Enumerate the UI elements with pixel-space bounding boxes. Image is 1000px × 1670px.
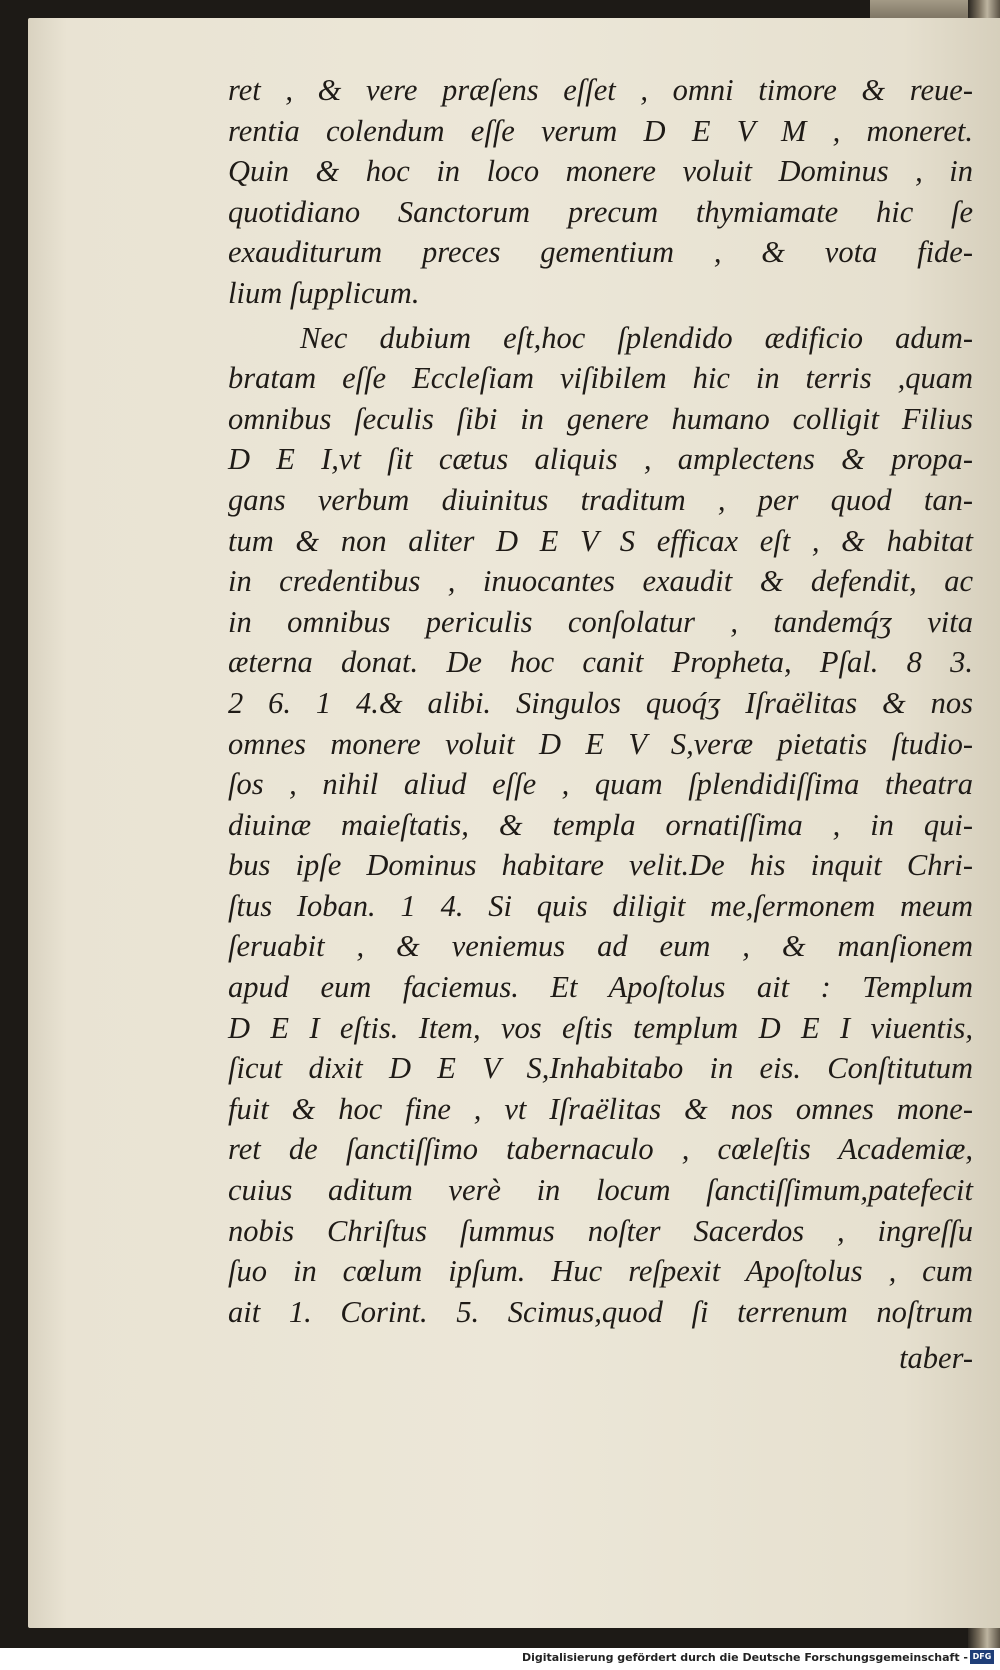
text-line: Nec dubium eſt,hoc ſplendido ædificio adum-: [300, 320, 973, 355]
paragraph-1: [228, 70, 973, 314]
text-line: fuit & hoc fine , vt Iſraëlitas & nos omnes mone-: [228, 1091, 973, 1126]
text-line: ret de ſanctiſſimo tabernaculo , cœleſtis Academiæ,: [228, 1132, 973, 1167]
digitization-credit: Digitalisierung gefördert durch die Deutsche Forschungsgemeinschaft -: [521, 1651, 968, 1664]
text-line: cuius aditum verè in locum ſanctiſſimum,patefecit: [228, 1173, 973, 1208]
text-line: exauditurum preces gementium , & vota fide-: [228, 235, 973, 270]
text-line: gans verbum diuinitus traditum , per quod tan-: [228, 482, 973, 517]
text-line: ſicut dixit D E V S,Inhabitabo in eis. Conſtitutum: [228, 1051, 973, 1086]
text-line: apud eum faciemus. Et Apoſtolus ait : Templum: [228, 970, 973, 1005]
text-line: rentia colendum eſſe verum D E V M , moneret.: [228, 113, 973, 148]
text-line: æterna donat. De hoc canit Propheta, Pſal. 8 3.: [228, 645, 973, 680]
text-line: in omnibus periculis conſolatur , tandemq́ʒ vita: [228, 604, 973, 639]
text-line: ait 1. Corint. 5. Scimus,quod ſi terrenum noſtrum: [228, 1294, 973, 1329]
text-line: omnes monere voluit D E V S,veræ pietatis ſtudio-: [228, 726, 973, 761]
text-line: D E I eſtis. Item, vos eſtis templum D E I viuentis,: [228, 1010, 973, 1045]
text-line: ſtus Ioban. 1 4. Si quis diligit me,ſermonem meum: [228, 888, 973, 923]
catchword: taber-: [899, 1341, 973, 1376]
text-line: ſeruabit , & veniemus ad eum , & manſionem: [228, 929, 973, 964]
text-line: bratam eſſe Eccleſiam viſibilem hic in terris ,quam: [228, 361, 973, 396]
text-line: ret , & vere præſens eſſet , omni timore & reue-: [228, 73, 973, 107]
dfg-logo: DFG: [970, 1650, 994, 1664]
text-line: ſuo in cœlum ipſum. Huc reſpexit Apoſtolus , cum: [228, 1254, 973, 1289]
paragraph-2: [228, 318, 973, 1333]
text-line: 2 6. 1 4.& alibi. Singulos quoq́ʒ Iſraëlitas & nos: [228, 685, 973, 720]
page-text: [228, 70, 973, 1379]
text-line: omnibus ſeculis ſibi in genere humano colligit Filius: [228, 401, 973, 436]
text-line: tum & non aliter D E V S efficax eſt , & habitat: [228, 523, 973, 558]
text-line: diuinæ maieſtatis, & templa ornatiſſima , in qui-: [228, 807, 973, 842]
text-line: Quin & hoc in loco monere voluit Dominus , in: [228, 154, 973, 189]
text-line: quotidiano Sanctorum precum thymiamate hic ſe: [228, 194, 973, 229]
text-line: D E I,vt ſit cætus aliquis , amplectens & propa-: [228, 442, 973, 477]
text-line: in credentibus , inuocantes exaudit & defendit, ac: [228, 564, 973, 599]
text-line: lium ſupplicum.: [228, 275, 420, 310]
text-line: ſos , nihil aliud eſſe , quam ſplendidiſſima theatra: [228, 767, 973, 802]
text-line: nobis Chriſtus ſummus noſter Sacerdos , ingreſſu: [228, 1213, 973, 1248]
text-line: bus ipſe Dominus habitare velit.De his inquit Chri-: [228, 848, 973, 883]
